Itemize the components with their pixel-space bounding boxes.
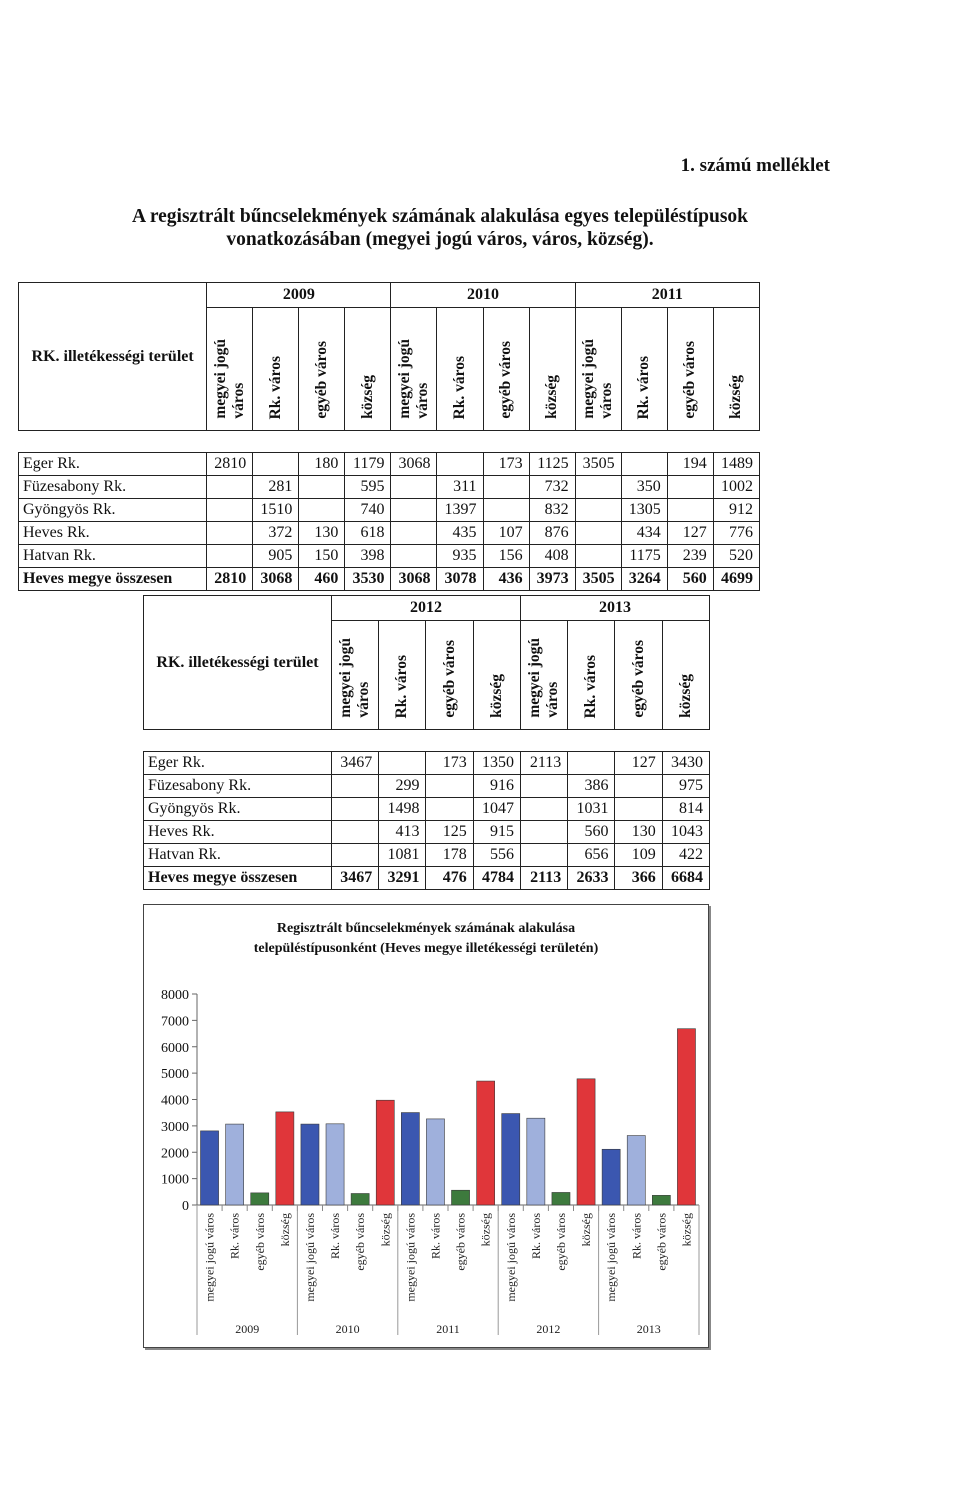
subcolumn-header [331, 621, 378, 730]
value-cell: 109 [615, 844, 662, 867]
value-cell: 1498 [379, 798, 426, 821]
value-cell: 1031 [568, 798, 615, 821]
subcolumn-label: község [358, 375, 376, 419]
y-tick-label: 5000 [161, 1067, 189, 1083]
value-cell: 150 [299, 545, 345, 568]
x-category-label: megyei jogú város [604, 1213, 619, 1302]
row-label: Hatvan Rk. [144, 844, 332, 867]
value-cell [568, 752, 615, 775]
value-cell [621, 453, 667, 476]
value-cell [299, 476, 345, 499]
subcolumn-label: Rk. város [451, 355, 468, 419]
table-row [144, 798, 710, 821]
x-group-label: 2010 [335, 1322, 360, 1336]
value-cell [207, 545, 253, 568]
subcolumn-header [568, 621, 615, 730]
document-title-line-1: A regisztrált bűncselekmények számának alakulása egyes településtípusok [131, 206, 749, 227]
value-cell: 1002 [713, 476, 759, 499]
x-category-label: egyéb város [553, 1213, 568, 1271]
bar [577, 1079, 595, 1205]
subcolumn-label: egyéb város [629, 640, 647, 718]
value-cell [667, 476, 713, 499]
subcolumn-label: Rk. város [635, 355, 653, 419]
value-cell: 156 [483, 545, 529, 568]
subcolumn-label: megyei jogú város [337, 638, 373, 718]
y-tick-label: 6000 [161, 1040, 189, 1056]
value-cell [667, 499, 713, 522]
subcolumn-header [621, 308, 667, 431]
value-cell [483, 499, 529, 522]
value-cell [207, 522, 253, 545]
value-cell: 239 [667, 545, 713, 568]
bar [477, 1081, 495, 1205]
bar [376, 1100, 394, 1205]
value-cell: 975 [662, 775, 709, 798]
value-cell [207, 476, 253, 499]
crime-chart [143, 904, 709, 1348]
value-cell: 127 [667, 522, 713, 545]
value-cell: 740 [345, 499, 391, 522]
row-label: Heves megye összesen [144, 867, 332, 890]
value-cell: 732 [529, 476, 575, 499]
x-category-label: Rk. város [328, 1213, 343, 1259]
subcolumn-label: Rk. város [393, 654, 411, 718]
bar [226, 1124, 244, 1205]
y-tick-label: 3000 [161, 1119, 189, 1135]
bar [251, 1193, 269, 1205]
x-category-label: egyéb város [654, 1213, 669, 1271]
value-cell: 413 [379, 821, 426, 844]
crime-table-2009-2011 [18, 282, 760, 591]
value-cell [520, 821, 567, 844]
subcolumn-header [615, 621, 662, 730]
table-row [19, 545, 760, 568]
value-cell [331, 821, 378, 844]
table-row [144, 775, 710, 798]
row-label: Heves megye összesen [19, 568, 207, 591]
y-tick-label: 2000 [161, 1146, 189, 1162]
bar [552, 1192, 570, 1205]
value-cell: 127 [615, 752, 662, 775]
table-row [19, 499, 760, 522]
x-group-label: 2013 [636, 1322, 661, 1336]
row-label: Heves Rk. [144, 821, 332, 844]
bar [401, 1113, 419, 1205]
chart-plot [144, 905, 708, 1347]
value-cell: 905 [253, 545, 299, 568]
table-row [19, 476, 760, 499]
subcolumn-label: egyéb város [440, 640, 458, 718]
rk-area-header: RK. illetékességi terület [19, 283, 207, 431]
x-category-label: egyéb város [252, 1213, 267, 1271]
value-cell [331, 844, 378, 867]
value-cell [426, 798, 473, 821]
value-cell: 3505 [575, 568, 621, 591]
subcolumn-header [253, 308, 299, 431]
subcolumn-header [345, 308, 391, 431]
crime-table-2012-2013 [143, 595, 710, 890]
value-cell: 178 [426, 844, 473, 867]
subcolumn-header [713, 308, 759, 431]
chart-title-line-2: településtípusonként (Heves megye illetékességi területén) [253, 941, 599, 956]
value-cell: 912 [713, 499, 759, 522]
value-cell [391, 499, 437, 522]
value-cell [575, 545, 621, 568]
value-cell: 372 [253, 522, 299, 545]
value-cell: 3467 [331, 752, 378, 775]
value-cell: 656 [568, 844, 615, 867]
row-label: Füzesabony Rk. [144, 775, 332, 798]
value-cell: 1350 [473, 752, 520, 775]
value-cell: 2810 [207, 453, 253, 476]
year-header-2011: 2011 [575, 283, 759, 308]
value-cell: 915 [473, 821, 520, 844]
value-cell: 366 [615, 867, 662, 890]
row-label: Gyöngyös Rk. [144, 798, 332, 821]
subcolumn-header [299, 308, 345, 431]
value-cell: 125 [426, 821, 473, 844]
subcolumn-label: egyéb város [497, 341, 515, 419]
subcolumn-label: megyei jogú város [211, 339, 247, 419]
subcolumn-label: község [543, 375, 561, 419]
value-cell [391, 476, 437, 499]
x-category-label: megyei jogú város [503, 1213, 518, 1302]
value-cell: 1305 [621, 499, 667, 522]
value-cell: 832 [529, 499, 575, 522]
value-cell: 1397 [437, 499, 483, 522]
value-cell: 2113 [520, 752, 567, 775]
bar [652, 1195, 670, 1205]
x-category-label: megyei jogú város [403, 1213, 418, 1302]
row-label: Gyöngyös Rk. [19, 499, 207, 522]
subcolumn-label: Rk. város [266, 355, 284, 419]
value-cell: 436 [483, 568, 529, 591]
subcolumn-label: község [676, 674, 694, 718]
value-cell: 422 [662, 844, 709, 867]
bar [677, 1029, 695, 1205]
value-cell [483, 476, 529, 499]
value-cell: 1043 [662, 821, 709, 844]
value-cell [575, 522, 621, 545]
row-label: Eger Rk. [19, 453, 207, 476]
value-cell: 3068 [253, 568, 299, 591]
row-label: Füzesabony Rk. [19, 476, 207, 499]
value-cell: 173 [483, 453, 529, 476]
value-cell [207, 499, 253, 522]
subcolumn-header [529, 308, 575, 431]
x-category-label: község [478, 1213, 493, 1247]
y-tick-label: 7000 [161, 1014, 189, 1030]
value-cell: 3291 [379, 867, 426, 890]
x-category-label: Rk. város [629, 1213, 644, 1259]
table-row [144, 752, 710, 775]
x-category-label: község [378, 1213, 393, 1247]
subcolumn-label: megyei jogú város [526, 638, 562, 718]
subcolumn-header [575, 308, 621, 431]
y-tick-label: 0 [182, 1199, 189, 1214]
bar [602, 1149, 620, 1205]
bar [426, 1119, 444, 1205]
value-cell [615, 775, 662, 798]
bar [301, 1124, 319, 1205]
x-category-label: megyei jogú város [202, 1213, 217, 1302]
value-cell: 299 [379, 775, 426, 798]
x-category-label: Rk. város [227, 1213, 242, 1259]
table-row [19, 522, 760, 545]
row-label: Heves Rk. [19, 522, 207, 545]
value-cell: 3078 [437, 568, 483, 591]
x-group-label: 2012 [536, 1322, 561, 1336]
subcolumn-header [391, 308, 437, 431]
value-cell: 1179 [345, 453, 391, 476]
value-cell: 3264 [621, 568, 667, 591]
total-row [144, 867, 710, 890]
bar [452, 1190, 470, 1205]
value-cell: 560 [568, 821, 615, 844]
document-title [60, 205, 820, 251]
value-cell: 618 [345, 522, 391, 545]
value-cell: 1175 [621, 545, 667, 568]
x-group-label: 2009 [235, 1322, 260, 1336]
value-cell: 2113 [520, 867, 567, 890]
value-cell: 2810 [207, 568, 253, 591]
value-cell [615, 798, 662, 821]
value-cell: 3068 [391, 568, 437, 591]
value-cell: 4699 [713, 568, 759, 591]
value-cell: 1047 [473, 798, 520, 821]
year-header-2010: 2010 [391, 283, 575, 308]
value-cell [299, 499, 345, 522]
appendix-label: 1. számú melléklet [680, 155, 830, 176]
bar [351, 1194, 369, 1205]
subcolumn-header [426, 621, 473, 730]
year-header-2013: 2013 [520, 596, 709, 621]
value-cell [379, 752, 426, 775]
year-header-2009: 2009 [207, 283, 391, 308]
value-cell: 556 [473, 844, 520, 867]
value-cell: 130 [299, 522, 345, 545]
bar [627, 1136, 645, 1205]
subcolumn-label: megyei jogú város [395, 339, 431, 419]
value-cell: 398 [345, 545, 391, 568]
y-tick-label: 8000 [161, 988, 189, 1003]
y-tick-label: 1000 [161, 1172, 189, 1188]
value-cell: 130 [615, 821, 662, 844]
x-group-label: 2011 [436, 1322, 460, 1336]
subcolumn-header [379, 621, 426, 730]
value-cell: 173 [426, 752, 473, 775]
value-cell [426, 775, 473, 798]
value-cell: 3530 [345, 568, 391, 591]
value-cell: 560 [667, 568, 713, 591]
value-cell: 460 [299, 568, 345, 591]
value-cell: 1125 [529, 453, 575, 476]
table-row [144, 844, 710, 867]
subcolumn-header [667, 308, 713, 431]
subcolumn-header [520, 621, 567, 730]
table-row [144, 821, 710, 844]
value-cell: 434 [621, 522, 667, 545]
chart-title-line-1: Regisztrált bűncselekmények számának alakulása [276, 921, 576, 936]
value-cell: 180 [299, 453, 345, 476]
rk-area-header: RK. illetékességi terület [144, 596, 332, 730]
subcolumn-header [207, 308, 253, 431]
value-cell: 4784 [473, 867, 520, 890]
value-cell [575, 476, 621, 499]
table-row [19, 453, 760, 476]
subcolumn-label: község [487, 674, 505, 718]
value-cell [520, 798, 567, 821]
value-cell: 3505 [575, 453, 621, 476]
value-cell [391, 522, 437, 545]
x-category-label: község [579, 1213, 594, 1247]
value-cell: 3430 [662, 752, 709, 775]
value-cell [437, 453, 483, 476]
document-title-line-2: vonatkozásában (megyei jogú város, város, község). [226, 229, 654, 250]
value-cell: 408 [529, 545, 575, 568]
value-cell [520, 775, 567, 798]
value-cell: 435 [437, 522, 483, 545]
value-cell: 281 [253, 476, 299, 499]
subcolumn-header [473, 621, 520, 730]
value-cell: 6684 [662, 867, 709, 890]
value-cell: 776 [713, 522, 759, 545]
x-category-label: egyéb város [353, 1213, 368, 1271]
x-category-label: község [277, 1213, 292, 1247]
value-cell [520, 844, 567, 867]
bar [502, 1114, 520, 1205]
row-label: Eger Rk. [144, 752, 332, 775]
value-cell: 1081 [379, 844, 426, 867]
bar [276, 1112, 294, 1205]
value-cell [391, 545, 437, 568]
total-row [19, 568, 760, 591]
value-cell [331, 798, 378, 821]
bar [527, 1118, 545, 1205]
x-category-label: Rk. város [428, 1213, 443, 1259]
value-cell: 1489 [713, 453, 759, 476]
value-cell [331, 775, 378, 798]
year-header-2012: 2012 [331, 596, 520, 621]
value-cell [575, 499, 621, 522]
subcolumn-label: megyei jogú város [580, 339, 616, 419]
value-cell: 3973 [529, 568, 575, 591]
subcolumn-header [483, 308, 529, 431]
subcolumn-header [437, 308, 483, 431]
subcolumn-label: község [727, 375, 745, 419]
value-cell: 876 [529, 522, 575, 545]
value-cell: 476 [426, 867, 473, 890]
value-cell: 2633 [568, 867, 615, 890]
value-cell: 1510 [253, 499, 299, 522]
x-category-label: egyéb város [453, 1213, 468, 1271]
subcolumn-label: Rk. város [582, 654, 600, 718]
value-cell: 935 [437, 545, 483, 568]
value-cell: 916 [473, 775, 520, 798]
row-label: Hatvan Rk. [19, 545, 207, 568]
bar [201, 1131, 219, 1205]
value-cell: 520 [713, 545, 759, 568]
x-category-label: megyei jogú város [302, 1213, 317, 1302]
value-cell: 814 [662, 798, 709, 821]
value-cell: 194 [667, 453, 713, 476]
subcolumn-header [662, 621, 709, 730]
x-category-label: Rk. város [528, 1213, 543, 1259]
value-cell: 595 [345, 476, 391, 499]
value-cell: 311 [437, 476, 483, 499]
value-cell: 350 [621, 476, 667, 499]
subcolumn-label: egyéb város [681, 341, 699, 419]
value-cell: 386 [568, 775, 615, 798]
value-cell [253, 453, 299, 476]
x-category-label: község [679, 1213, 694, 1247]
value-cell: 3068 [391, 453, 437, 476]
subcolumn-label: egyéb város [312, 341, 330, 419]
value-cell: 107 [483, 522, 529, 545]
value-cell: 3467 [331, 867, 378, 890]
bar [326, 1124, 344, 1205]
y-tick-label: 4000 [161, 1093, 189, 1109]
